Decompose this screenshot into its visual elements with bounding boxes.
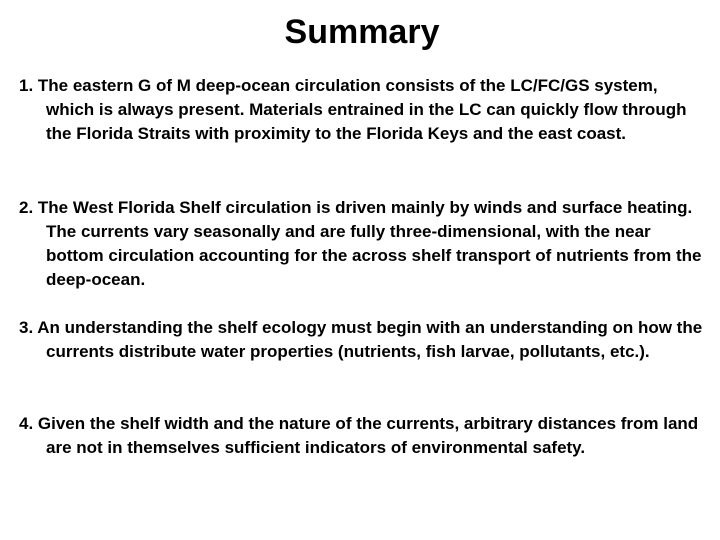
summary-point-2: 2. The West Florida Shelf circulation is driven mainly by winds and surface heating. The currents vary seasonally and are fully three-dimensional, with the near bottom circulation accounting for the across shelf transport of nutrients from the deep-ocean.	[19, 198, 702, 289]
summary-point-4: 4. Given the shelf width and the nature of the currents, arbitrary distances from land are not in themselves sufficient indicators of environmental safety.	[19, 414, 699, 457]
summary-point-1: 1. The eastern G of M deep-ocean circulation consists of the LC/FC/GS system, which is always present. Materials entrained in the LC can quickly flow through the Florida Straits with proximity to the Florida Keys and the east coast.	[19, 76, 687, 143]
summary-point-3: 3. An understanding the shelf ecology must begin with an understanding on how the currents distribute water properties (nutrients, fish larvae, pollutants, etc.).	[19, 318, 703, 361]
slide-title: Summary	[284, 13, 440, 51]
